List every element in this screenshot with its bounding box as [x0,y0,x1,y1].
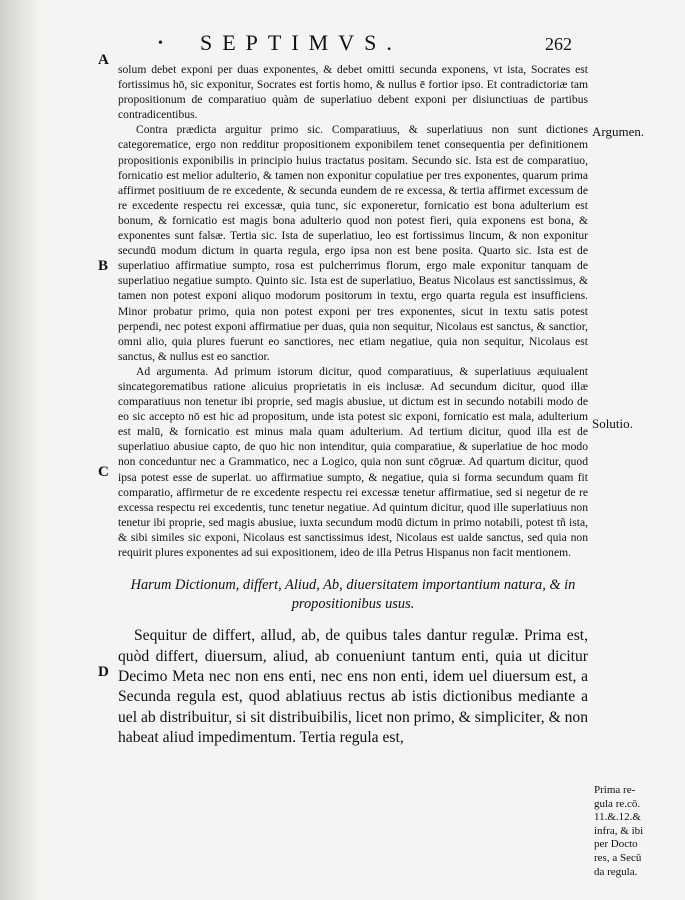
side-note-line: infra, & ibi [594,824,644,837]
paragraph-4: Sequitur de differt, allud, ab, de quibus tales dantur regulæ. Prima est, quòd differt, diuersum, aliud, ab conueniunt tantum enti, quia ut dicitur Decimo Meta nec non ens enti, nec ens non enti, idem uel diuersum est, a Secunda regula est, quod ablatiuus rectus ab istis dictionibus mediante a uel ab distribuitur, si sit distribuibilis, licet non primo, & simpliciter, & non habeat aliud impedimentum. Tertia regula est, [118,627,588,747]
side-note-line: 11.&.12.& [594,811,641,824]
page-number: 262 [545,34,572,54]
section-letter-a: A [98,52,109,68]
paragraph-1: solum debet exponi per duas exponentes, & debet omitti secunda exponens, vt ista, Socrates est fortissimus hō, sic exponitur, Socrates est fortis homo, & nullus ē fortior ipso. Et contradictoriæ tam propositionum de comparatiuo quàm de superlatiuo debent exponi per disiunctiuas de partibus contradicentibus. [118,63,588,122]
section-letter-d: D [98,664,109,680]
main-text [118,62,588,749]
section-letter-b: B [98,258,109,274]
header-bullet: • [158,36,163,51]
side-note-line: per Docto [594,838,638,851]
paragraph-2: Contra prædicta arguitur primo sic. Comparatiuus, & superlatiuus non sunt dictiones categorematice, ergo non redditur propositionem exponibilem tenet consequentia per definitionem propositionis exponibilis in principio huius tractatus positam. Secundo sic. Ista est de comparatiuo, fornicatio est melior adulterio, & tamen non exponitur copulatiue per tres exponentes, quarum prima affirmet positiuum de re excedente, & secunda eundem de re excessa, & tertia affirmet excessum de re excedente respectu rei excessæ, quia tunc, sic exponeretur, fornicatio est bona adulterium est bonum, & fornicatio est magis bona adulterio quod non potest fieri, quia exponens est bona, & exponentes sunt falsæ. Tertia sic. Ista de superlatiuo, leo est fortissimus lincum, & non exponitur secundū modum dictum in quarta regula, ergo ipsa non est bene posita. Quarto sic. Ista est de superlatiuo affirmatiue sumpto, rosa est pulcherrimus florum, ergo male exponitur tanquam de superlatiuo negatiue sumpto. Quinto sic. Ista est de superlatiuo, Beatus Nicolaus est sanctissimus, & tamen non potest exponi aliquo modorum positorum in textu, ergo quarta regula est insufficiens. Minor probatur primo, quia non potest exponi per tres exponentes, sicut in textu satis potest perpendi, nec potest exponi affirmatiue per duas, quia non sequitur, Nicolaus est sanctus, & sanctior, omni alio, quia plures fuerunt eo sanctiores, nec etiam negatiue, quia non sequitur, Nicolaus est sanctus, & nullus est eo sanctior. [118,123,588,363]
side-note-line: Prima re- [594,784,636,796]
section-heading: Harum Dictionum, differt, Aliud, Ab, diuersitatem importantium natura, & in propositionibus usus. [130,577,576,613]
binding-shadow [0,0,40,900]
side-note-line: da regula. [594,865,638,878]
side-note-line: res, a Secū [594,851,642,864]
running-title: SEPTIMVS. [200,30,402,55]
margin-note-argumen: Argumen. [592,124,645,139]
side-note-line: gula re.cō. [594,797,641,810]
paragraph-3: Ad argumenta. Ad primum istorum dicitur, quod comparatiuus, & superlatiuus æquiualent sincategorematibus ratione alicuius proprietatis in eis inclusæ. Ad secundum dicitur, quod illæ comparatiuus non tenetur ibi proprie, sed magis abusiue, ut dictum est in secundo notabili modo de eo sic accepto nō est hic ad propositum, unde ista potest sic exponi, fornicatio est mala, adulterium est malū, & fornicatio est minus mala quam adulterium. Ad tertium dicitur, quod illa est de superlatiuo abusiue capto, de quo hic non intenditur, quia comparatiue, & superlatiue de hoc modo non conceduntur nec a Grammatico, nec a Logico, quia non sunt cōgruæ. Ad quartum dicitur, quod ipsa potest esse de superlat. uo affirmatiue sumpto, & negatiue, quia si forma secundum quam fit comparatio, affirmetur de re excedente respectu rei excessæ tenetur affirmatiue, sed si negetur de re excessa respectu rei excedentis, tunc tenetur negatiue. Ad quintum dicitur, quod ille superlatiuus non tenetur ibi proprie, sed magis abusiue, iuxta secundum modū dictum in primo notabili, potest tñ ista, & sibi similes sic exponi, Nicolaus est sanctissimus idest, Nicolaus est ualde sanctus, sed quia non requirit plures exponentes ad sui expositionem, ideo de illa Petrus Hispanus non facit mentionem. [118,364,588,559]
side-note-prima-regula [594,784,664,879]
margin-note-solutio: Solutio. [592,416,633,431]
section-letter-c: C [98,464,109,480]
